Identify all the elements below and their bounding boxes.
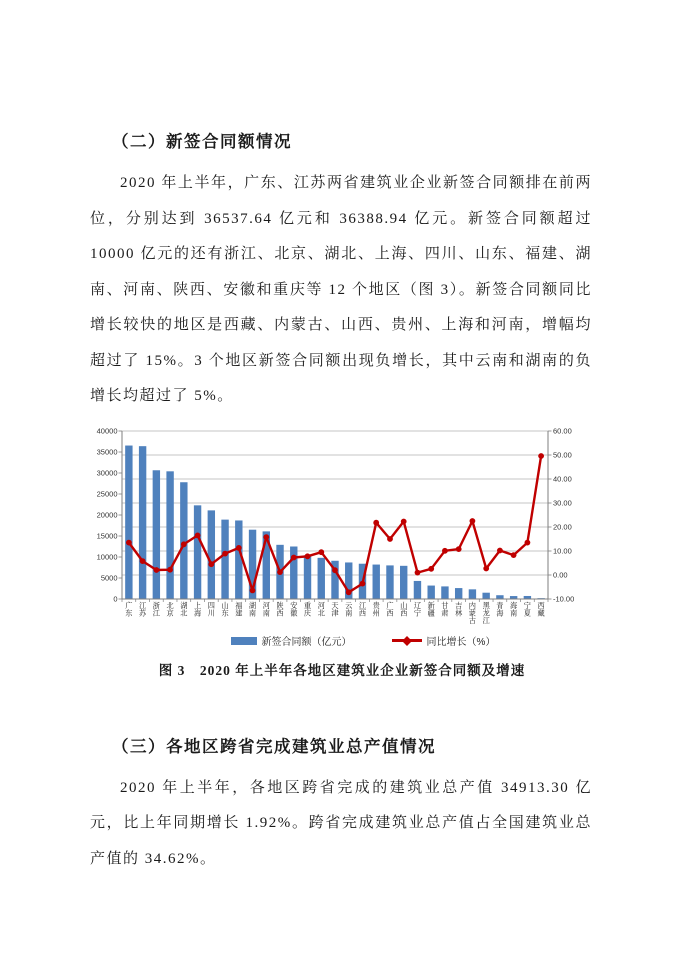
paragraph-contract-amounts: 2020 年上半年，广东、江苏两省建筑业企业新签合同额排在前两位，分别达到 36537.64 亿元和 36388.94 亿元。新签合同额超过 10000 亿元的还有浙江、北京、湖北、上海、四川、山东、福建、湖南、河南、陕西、安徽和重庆等 12 个地区（图 3）。新签合同额同比增长较快的地区是西藏、内蒙古、山西、贵州、上海和河南，增幅均超过了 15%。3 个地区新签合同额出现负增长，其中云南和湖南的负增长均超过了 5%。 [90,175,592,404]
svg-text:60.00: 60.00 [553,426,572,436]
svg-text:河南: 河南 [262,600,270,618]
svg-text:天津: 天津 [331,600,339,618]
svg-text:50.00: 50.00 [553,450,572,460]
legend-item-line-series [392,633,496,648]
svg-text:甘肃: 甘肃 [441,600,449,618]
svg-text:贵州: 贵州 [372,600,380,618]
svg-text:重庆: 重庆 [303,600,312,618]
line-marker-icon [402,636,412,646]
bar-series-swatch-icon [231,637,257,645]
figure3 [92,423,592,681]
svg-text:广西: 广西 [386,600,394,618]
svg-text:湖北: 湖北 [180,600,188,618]
svg-text:安徽: 安徽 [290,600,298,618]
svg-text:-10.00: -10.00 [553,594,575,604]
bar-series [125,445,545,598]
svg-text:广东: 广东 [125,600,133,618]
svg-text:福建: 福建 [235,600,243,618]
svg-text:西藏: 西藏 [537,600,545,618]
svg-text:陕西: 陕西 [276,600,284,618]
document-content [90,0,592,877]
legend-item-bar-series [231,633,352,648]
svg-text:40.00: 40.00 [553,474,572,484]
chart-legend [92,634,592,648]
svg-text:吉林: 吉林 [455,600,463,618]
svg-text:海南: 海南 [509,600,518,618]
svg-text:40000: 40000 [96,426,118,436]
svg-text:宁夏: 宁夏 [523,600,532,618]
svg-text:山西: 山西 [400,600,408,618]
svg-text:山东: 山东 [221,600,229,618]
svg-text:10.00: 10.00 [553,546,572,556]
svg-text:浙江: 浙江 [152,600,161,618]
section-heading-contract-amounts: （二）新签合同额情况 [112,132,292,151]
section-heading-cross-province: （三）各地区跨省完成建筑业总产值情况 [112,736,436,756]
svg-text:25000: 25000 [96,489,118,499]
svg-text:内蒙古: 内蒙古 [468,600,477,625]
svg-text:湖南: 湖南 [248,600,257,618]
svg-text:5000: 5000 [100,573,118,583]
svg-text:云南: 云南 [345,600,353,618]
svg-text:江苏: 江苏 [138,600,147,618]
svg-text:江西: 江西 [358,600,367,618]
svg-text:黑龙江: 黑龙江 [482,600,490,625]
svg-text:10000: 10000 [96,552,118,562]
svg-text:30000: 30000 [96,468,118,478]
right-axis-labels [553,426,574,603]
svg-text:35000: 35000 [96,447,118,457]
legend-label-line-series: 同比增长（%） [426,637,496,648]
svg-text:30.00: 30.00 [553,498,572,508]
figure3-chart-svg [92,423,582,629]
svg-text:15000: 15000 [96,531,118,541]
line-series-swatch-icon [392,639,422,642]
svg-text:新疆: 新疆 [427,600,435,618]
svg-text:20000: 20000 [96,510,118,520]
left-axis-labels [97,426,118,603]
figure-caption: 图 3 2020 年上半年各地区建筑业企业新签合同额及增速 [158,662,526,678]
x-axis-labels [125,601,544,625]
svg-text:青海: 青海 [496,600,504,618]
svg-text:0: 0 [113,594,118,604]
svg-text:四川: 四川 [207,600,215,618]
svg-text:20.00: 20.00 [553,522,572,532]
legend-label-bar-series: 新签合同额（亿元） [261,637,352,648]
svg-text:上海: 上海 [193,600,202,618]
svg-text:河北: 河北 [317,600,325,618]
svg-text:0.00: 0.00 [553,570,568,580]
svg-text:辽宁: 辽宁 [413,600,422,618]
svg-text:北京: 北京 [166,600,174,618]
paragraph-cross-province: 2020 年上半年，各地区跨省完成的建筑业总产值 34913.30 亿元，比上年同期增长 1.92%。跨省完成建筑业总产值占全国建筑业总产值的 34.62%。 [90,779,592,867]
